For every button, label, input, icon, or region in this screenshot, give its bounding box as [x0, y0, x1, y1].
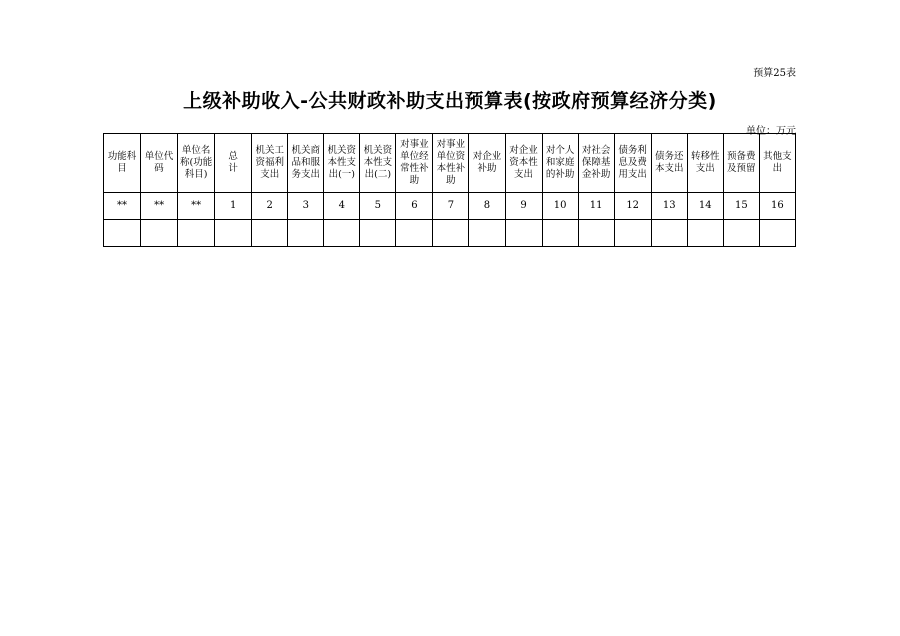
column-code: 11 [578, 193, 614, 220]
table-cell [687, 220, 723, 247]
header-label: 债务还本支出 [654, 151, 684, 174]
column-code-row [104, 193, 796, 220]
header-label: 对企业资本性支出 [509, 145, 538, 180]
table-row [104, 220, 796, 247]
header-cell [687, 134, 723, 193]
header-row [104, 134, 796, 193]
table-cell [469, 220, 505, 247]
header-label: 单位代码 [144, 151, 174, 174]
column-code: 12 [614, 193, 651, 220]
table-cell [505, 220, 542, 247]
header-label: 转移性支出 [691, 151, 720, 174]
column-code: 3 [288, 193, 324, 220]
header-cell [542, 134, 578, 193]
column-code: 16 [759, 193, 795, 220]
column-code: 13 [651, 193, 687, 220]
header-label: 预备费及预留 [727, 151, 756, 174]
header-label: 单位名称(功能科目) [180, 145, 213, 180]
header-label: 机关资本性支出(二) [363, 145, 393, 180]
table-cell [542, 220, 578, 247]
table-cell [360, 220, 396, 247]
column-code: 7 [433, 193, 469, 220]
header-cell [469, 134, 505, 193]
table-cell [614, 220, 651, 247]
header-label: 对企业补助 [472, 151, 502, 174]
header-label: 机关资本性支出(一) [327, 145, 357, 180]
table-cell [578, 220, 614, 247]
header-label: 功能科目 [107, 151, 137, 174]
table-number: 预算25表 [753, 68, 796, 79]
header-cell [433, 134, 469, 193]
column-code: 15 [723, 193, 759, 220]
header-cell [141, 134, 178, 193]
header-label: 对个人和家庭的补助 [545, 145, 575, 180]
column-code: 9 [505, 193, 542, 220]
header-cell [360, 134, 396, 193]
table-cell [104, 220, 141, 247]
column-code: ** [178, 193, 215, 220]
header-cell [215, 134, 252, 193]
header-label: 总计 [228, 151, 248, 174]
header-cell [505, 134, 542, 193]
table-cell [215, 220, 252, 247]
header-cell [651, 134, 687, 193]
header-cell [723, 134, 759, 193]
header-cell [104, 134, 141, 193]
column-code: ** [141, 193, 178, 220]
column-code: 14 [687, 193, 723, 220]
budget-table [103, 133, 796, 247]
column-code: 6 [396, 193, 433, 220]
header-cell [252, 134, 288, 193]
header-cell [288, 134, 324, 193]
header-label: 其他支出 [763, 151, 792, 174]
header-label: 债务利息及费用支出 [618, 145, 647, 180]
table-cell [723, 220, 759, 247]
column-code: 8 [469, 193, 505, 220]
table-cell [759, 220, 795, 247]
header-label: 对社会保障基金补助 [581, 145, 611, 180]
header-cell [396, 134, 433, 193]
table-cell [324, 220, 360, 247]
page-title: 上级补助收入-公共财政补助支出预算表(按政府预算经济分类) [183, 90, 717, 112]
header-label: 对事业单位经常性补助 [400, 139, 429, 186]
column-code: 1 [215, 193, 252, 220]
header-cell [324, 134, 360, 193]
unit-label: 单位：万元 [746, 126, 796, 137]
column-code: 10 [542, 193, 578, 220]
table-cell [141, 220, 178, 247]
header-label: 机关商品和服务支出 [291, 145, 320, 180]
header-cell [178, 134, 215, 193]
column-code: 4 [324, 193, 360, 220]
header-label: 机关工资福利支出 [255, 145, 284, 180]
column-code: 2 [252, 193, 288, 220]
table-cell [178, 220, 215, 247]
table-cell [651, 220, 687, 247]
header-label: 对事业单位资本性补助 [436, 139, 466, 186]
table-cell [288, 220, 324, 247]
header-cell [759, 134, 795, 193]
table-cell [396, 220, 433, 247]
column-code: ** [104, 193, 141, 220]
column-code: 5 [360, 193, 396, 220]
header-cell [578, 134, 614, 193]
table-cell [252, 220, 288, 247]
table-cell [433, 220, 469, 247]
header-cell [614, 134, 651, 193]
